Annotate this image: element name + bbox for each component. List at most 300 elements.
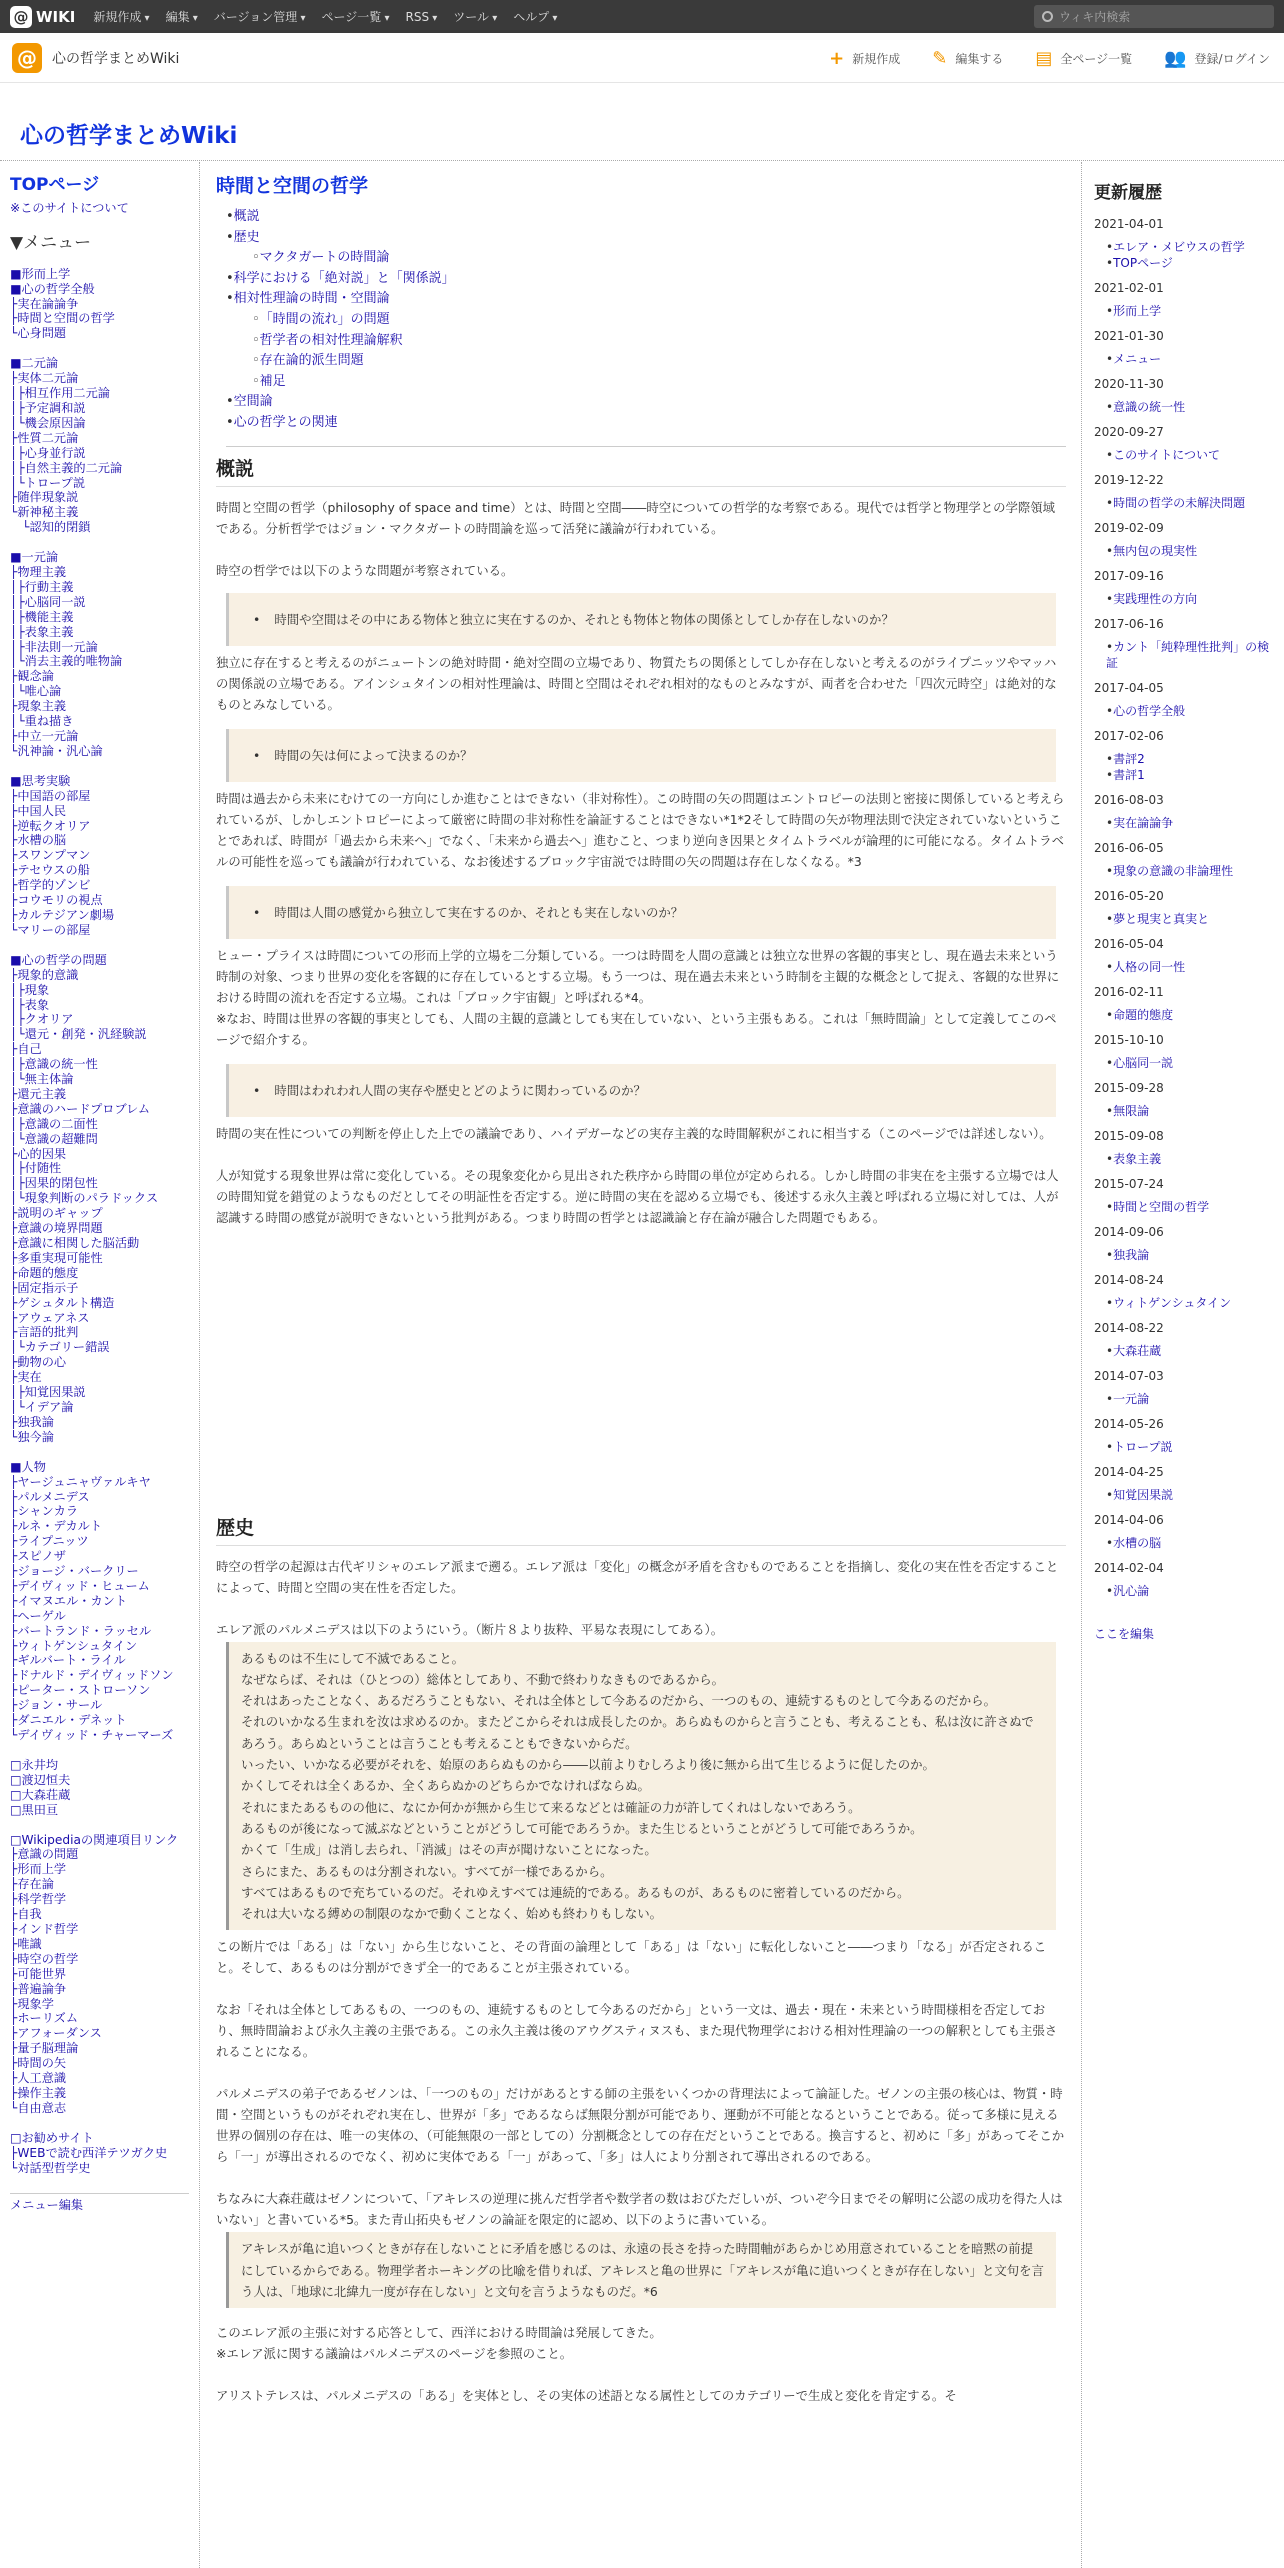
history-items xyxy=(1094,1055,1274,1071)
menu-item[interactable]: ├自我 xyxy=(10,1907,42,1922)
history-link[interactable]: • 書評1 xyxy=(1106,767,1274,783)
history-items xyxy=(1094,399,1274,415)
history-link[interactable]: • カント「純粋理性批判」の検証 xyxy=(1106,639,1274,671)
quote-line: かくしてそれは全くあるか、全くあらぬかのどちらかでなければならぬ。 xyxy=(241,1778,650,1794)
menu-item[interactable]: ├スピノザ xyxy=(10,1549,66,1564)
paragraph: このエレア派の主張に対する応答として、西洋における時間論は発展してきた。 ※エレア派に関する議論はパルメニデスのページを参照のこと。 xyxy=(216,2325,662,2362)
wiki-title-link[interactable]: 心の哲学まとめWiki xyxy=(20,123,238,149)
history-items xyxy=(1094,1439,1274,1455)
history-link[interactable]: • 無内包の現実性 xyxy=(1106,543,1274,559)
toc-item[interactable]: マクタガートの時間論 xyxy=(259,250,390,266)
quote-line: あるものは不生にして不滅であること。 xyxy=(241,1650,465,1666)
quote-line: それのいかなる生まれを汝は求めるのか。またどこからそれは成長したのか。あらぬものからと言うことも、考えることも、私は汝に許さぬであろう。あらぬということは言うことも考えることもできないからだ。 xyxy=(241,1714,1034,1751)
menu-item[interactable]: ├イマヌエル・カント xyxy=(10,1593,128,1608)
history-link[interactable]: • 命題的態度 xyxy=(1106,1007,1274,1023)
history-date: 2014-05-26 xyxy=(1094,1417,1164,1431)
site-logo-icon[interactable]: @ xyxy=(12,43,42,73)
history-items xyxy=(1094,1391,1274,1407)
menu-item[interactable]: │└意識の超難問 xyxy=(10,1131,98,1146)
menu-item[interactable]: ├量子脳理論 xyxy=(10,2041,79,2056)
history-link[interactable]: • 書評2 xyxy=(1106,751,1274,767)
history-date: 2015-10-10 xyxy=(1094,1033,1164,1047)
history-items xyxy=(1094,1103,1274,1119)
quote-line: それにまたあるものの他に、なにか何かが無から生じて来るなどとは確証の力が許してくれはしないであろう。 xyxy=(241,1799,861,1815)
history-items xyxy=(1094,815,1274,831)
top-page-link[interactable]: TOPページ xyxy=(10,175,100,195)
history-link[interactable]: • 意識の統一性 xyxy=(1106,399,1274,415)
menu-new[interactable]: 新規作成 ▾ xyxy=(93,8,149,25)
menu-item[interactable]: │└トロープ説 xyxy=(10,475,86,490)
toc-item[interactable]: 科学における「絶対説」と「関係説」 xyxy=(233,270,455,286)
menu-item[interactable]: ├固定指示子 xyxy=(10,1280,79,1295)
menu-item[interactable]: ├意識の境界問題 xyxy=(10,1221,103,1236)
toc-item[interactable]: 概説 xyxy=(233,209,260,224)
menu-item[interactable]: ├WEBで読む西洋テツガク史 xyxy=(10,2145,168,2160)
history-date: 2017-02-06 xyxy=(1094,729,1164,743)
menu-item[interactable]: │├予定調和説 xyxy=(10,400,86,415)
menu-item[interactable]: ├存在論 xyxy=(10,1877,54,1892)
quote-line: それは大いなる縛めの制限のなかで動くことなく、始めも終わりもしない。 xyxy=(241,1906,663,1922)
menu-item[interactable]: ├バートランド・ラッセル xyxy=(10,1623,152,1638)
menu-item[interactable]: │├因果的閉包性 xyxy=(10,1176,98,1191)
history-items xyxy=(1094,591,1274,607)
menu-item[interactable]: ├観念論 xyxy=(10,669,54,684)
menu-item[interactable]: │├心脳同一説 xyxy=(10,594,86,609)
history-items xyxy=(1094,1007,1274,1023)
paragraph: 独立に存在すると考えるのがニュートンの絶対時間・絶対空間の立場であり、物質たちの関係としてしか存在しないと考えるのがライプニッツやマッハの関係説の立場である。アインシュタインの相対性理論は、時間と空間はそれぞれ相対的なものとみなすが、両者を合わせた「四次元時空」は絶対的なものとみなしている。 xyxy=(216,654,1057,712)
update-history-sidebar xyxy=(1081,162,1284,2568)
menu-item[interactable]: └自由意志 xyxy=(10,2100,67,2115)
menu-item[interactable]: │├付随性 xyxy=(10,1161,62,1176)
menu-item[interactable]: ■心の哲学の問題 xyxy=(10,952,107,967)
menu-item[interactable]: │├自然主義的二元論 xyxy=(10,460,123,475)
menu-item[interactable]: ├ドナルド・デイヴィッドソン xyxy=(10,1668,174,1683)
history-date: 2020-11-30 xyxy=(1094,377,1164,391)
menu-item[interactable]: ├ルネ・デカルト xyxy=(10,1519,103,1534)
toc-item[interactable]: 補足 xyxy=(259,373,286,389)
quote-line: かくて「生成」は消し去られ、「消滅」はその声が聞けないことになった。 xyxy=(241,1842,657,1858)
history-date: 2017-09-16 xyxy=(1094,569,1164,583)
user-add-icon: 👥 xyxy=(1164,47,1187,69)
menu-item[interactable]: ├時間の矢 xyxy=(10,2056,67,2071)
menu-edit[interactable]: 編集 ▾ xyxy=(166,8,198,25)
menu-item[interactable]: ├デイヴィッド・ヒューム xyxy=(10,1578,150,1593)
menu-item[interactable]: │├意識の二面性 xyxy=(10,1116,98,1131)
menu-item[interactable]: □大森荘蔵 xyxy=(10,1787,71,1802)
history-date: 2014-04-25 xyxy=(1094,1465,1164,1479)
history-link[interactable]: • 独我論 xyxy=(1106,1247,1274,1263)
menu-heading: ▼メニュー xyxy=(10,232,92,253)
menu-item[interactable]: ├形而上学 xyxy=(10,1862,67,1877)
menu-item[interactable]: ├アフォーダンス xyxy=(10,2026,102,2041)
history-date: 2021-04-01 xyxy=(1094,217,1164,231)
menu-groups xyxy=(10,267,189,2176)
quote-line: なぜならば、それは（ひとつの）総体としてあり、不動で終わりなきものであるから。 xyxy=(241,1671,724,1687)
history-items xyxy=(1094,543,1274,559)
menu-version[interactable]: バージョン管理 ▾ xyxy=(214,8,306,25)
history-date: 2021-01-30 xyxy=(1094,329,1164,343)
menu-item[interactable]: │└還元・創発・汎経験説 xyxy=(10,1027,147,1042)
toc-item[interactable]: 空間論 xyxy=(233,394,273,410)
history-date: 2014-04-06 xyxy=(1094,1513,1164,1527)
menu-item[interactable]: ├多重実現可能性 xyxy=(10,1250,103,1265)
table-of-contents xyxy=(226,207,1066,447)
menu-item[interactable]: └デイヴィッド・チャーマーズ xyxy=(10,1728,174,1742)
history-items xyxy=(1094,1487,1274,1503)
menu-item[interactable]: ├哲学的ゾンビ xyxy=(10,878,91,893)
history-date: 2015-09-08 xyxy=(1094,1129,1164,1143)
toc-item[interactable]: 相対性理論の時間・空間論 xyxy=(233,291,390,307)
history-link[interactable]: • 無限論 xyxy=(1106,1103,1274,1119)
menu-item[interactable]: ├言語的批判 xyxy=(10,1325,79,1340)
menu-item[interactable]: □黒田亘 xyxy=(10,1802,59,1817)
login-button[interactable]: 👥 登録/ログイン xyxy=(1164,47,1270,69)
menu-group xyxy=(10,356,189,535)
menu-group xyxy=(10,267,189,342)
history-date: 2017-04-05 xyxy=(1094,681,1164,695)
menu-group xyxy=(10,1758,189,1818)
menu-item[interactable]: │├表象 xyxy=(10,997,50,1012)
history-link[interactable]: • 夢と現実と真実と xyxy=(1106,911,1274,927)
section-heading-overview: 概説 xyxy=(216,459,1066,487)
history-link[interactable]: • 心の哲学全般 xyxy=(1106,703,1274,719)
paragraph: エレア派のパルメニデスは以下のようにいう。（断片８より抜粋、平易な表現にしてある）。 xyxy=(216,1621,724,1637)
menu-item[interactable]: ├逆転クオリア xyxy=(10,818,91,833)
main-content xyxy=(201,162,1081,2568)
menu-item[interactable]: ├自己 xyxy=(10,1042,42,1057)
menu-item[interactable]: ├随伴現象説 xyxy=(10,490,79,505)
menu-item[interactable]: ├意識の問題 xyxy=(10,1847,79,1862)
history-date: 2015-09-28 xyxy=(1094,1081,1164,1095)
paragraph: 時空の哲学の起源は古代ギリシャのエレア派まで遡る。エレア派は「変化」の概念が矛盾を含むものであることを指摘し、変化の実在性を否定することによって、時間と空間の実在性を否定した。 xyxy=(216,1558,1059,1595)
edit-page-button[interactable]: ✎ 編集する xyxy=(932,47,1004,69)
history-date: 2016-08-03 xyxy=(1094,793,1164,807)
page-title: 時間と空間の哲学 xyxy=(216,175,369,197)
history-link[interactable]: • TOPページ xyxy=(1106,255,1274,271)
menu-item[interactable]: ├普遍論争 xyxy=(10,1981,67,1996)
menu-item[interactable]: □お勧めサイト xyxy=(10,2130,94,2145)
aoyama-quote: アキレスが亀に追いつくときが存在しないことに矛盾を感じるのは、永遠の長さを持った時間軸があらかじめ用意されていることを暗黙の前提にしているからである。物理学者ホーキングの比喩を借りれば、アキレスと亀の世界に「アキレスが亀に追いつくときが存在しない」と文句を言う人は、「地球に北緯九一度が存在しない」と文句を言うようなものだ。*6 xyxy=(226,2232,1056,2308)
history-items xyxy=(1094,911,1274,927)
history-date: 2015-07-24 xyxy=(1094,1177,1164,1191)
toc-item[interactable]: 心の哲学との関連 xyxy=(233,414,338,430)
menu-group xyxy=(10,1833,189,2116)
history-link[interactable]: • 実在論論争 xyxy=(1106,815,1274,831)
history-link[interactable]: • 人格の同一性 xyxy=(1106,959,1274,975)
menu-item[interactable]: □渡辺恒夫 xyxy=(10,1772,71,1787)
menu-item[interactable]: ├実体二元論 xyxy=(10,371,79,386)
paragraph: 時間は過去から未来にむけての一方向にしか進むことはできない（非対称性）。この時間の矢の問題はエントロピーの法則と密接に関係していると考えられているが、しかしエントロピーによって厳密に時間の非対称性を論証することはできない*1*2そして時間の矢が物理法則で決定されていないということであれば、時間が「過去から未来へ」でなく、「未来から過去へ」進むこと、つまり逆向き因果とタイムトラベルが論理的に可能になる。タイムトラベルの可能性を巡っても議論が行われている、なお後述するブロック宇宙説では時間の矢の問題は存在しなくなる。*3 xyxy=(216,790,1065,869)
history-date: 2016-05-20 xyxy=(1094,889,1164,903)
history-date: 2020-09-27 xyxy=(1094,425,1164,439)
menu-item[interactable]: ├ダニエル・デネット xyxy=(10,1713,127,1728)
menu-item[interactable]: ├科学哲学 xyxy=(10,1892,67,1907)
question-box: • 時間の矢は何によって決まるのか？ xyxy=(226,729,1056,782)
all-pages-button[interactable]: ▤ 全ページ一覧 xyxy=(1035,47,1133,69)
history-date: 2014-08-22 xyxy=(1094,1321,1164,1335)
history-link[interactable]: • 大森荘蔵 xyxy=(1106,1343,1274,1359)
history-link[interactable]: • 汎心論 xyxy=(1106,1583,1274,1599)
global-toolbar xyxy=(0,0,1284,33)
history-items xyxy=(1094,751,1274,783)
logo-text: WIKI xyxy=(36,7,76,26)
menu-rss[interactable]: RSS ▾ xyxy=(405,10,437,24)
history-items xyxy=(1094,863,1274,879)
atwiki-logo[interactable] xyxy=(10,6,75,28)
history-items xyxy=(1094,351,1274,367)
site-bar xyxy=(0,33,1284,83)
history-items xyxy=(1094,1151,1274,1167)
menu-item[interactable]: ├ホーリズム xyxy=(10,2011,79,2026)
menu-item[interactable]: │├行動主義 xyxy=(10,579,74,594)
history-link[interactable]: • メニュー xyxy=(1106,351,1274,367)
search-input[interactable] xyxy=(1059,10,1259,24)
history-link[interactable]: • 実践理性の方向 xyxy=(1106,591,1274,607)
history-items xyxy=(1094,703,1274,719)
history-link[interactable]: • 心脳同一説 xyxy=(1106,1055,1274,1071)
history-date: 2014-07-03 xyxy=(1094,1369,1164,1383)
menu-item[interactable]: ├実在論論争 xyxy=(10,296,79,311)
menu-item[interactable]: ├中国人民 xyxy=(10,803,67,818)
new-page-button[interactable]: + 新規作成 xyxy=(829,47,901,69)
history-link[interactable]: • 形而上学 xyxy=(1106,303,1274,319)
menu-item[interactable]: ├ライプニッツ xyxy=(10,1534,89,1549)
menu-item[interactable]: ├意識に相関した脳活動 xyxy=(10,1236,140,1250)
menu-item[interactable]: ■一元論 xyxy=(10,550,59,565)
menu-item[interactable]: └新神秘主義 xyxy=(10,505,79,520)
history-date: 2014-09-06 xyxy=(1094,1225,1164,1239)
menu-item[interactable]: ├インド哲学 xyxy=(10,1921,79,1936)
paragraph: 時間と空間の哲学（philosophy of space and time）とは、時間と空間――時空についての哲学的な考察である。現代では哲学と物理学との学際領域である。分析哲学ではジョン・マクタガートの時間論を巡って活発に議論が行われている。 xyxy=(216,499,1056,536)
menu-item[interactable]: │├知覚因果説 xyxy=(10,1385,86,1400)
menu-item[interactable]: ├中国語の部屋 xyxy=(10,788,91,803)
menu-item[interactable]: │├心身並行説 xyxy=(10,445,86,460)
history-items xyxy=(1094,303,1274,319)
edit-here-link[interactable]: ここを編集 xyxy=(1094,1627,1155,1641)
menu-item[interactable]: │├クオリア xyxy=(10,1012,74,1027)
history-items xyxy=(1094,447,1274,463)
history-date: 2016-05-04 xyxy=(1094,937,1164,951)
menu-help[interactable]: ヘルプ ▾ xyxy=(513,8,557,25)
quote-line: さらにまた、あるものは分割されない。すべてが一様であるから。 xyxy=(241,1863,613,1879)
paragraph: ヒュー・プライスは時間についての形而上学的立場を二分類している。一つは時間を人間の意識とは独立な世界の客観的事実とし、現在過去未来という時制の対象、つまり世界の変化を客観的に存在しているとする立場。もう一つは、現在過去未来という時制を主観的な概念として捉え、客観的な世界における時間の流れを否定する立場。これは「ブロック宇宙観」と呼ばれる*4。 ※なお、時間は世界の客観的事実としても、人間の主観的意識としても実在していない、という主張もある。これは「無時間論」として定義してこのページで紹介する。 xyxy=(216,947,1060,1047)
paragraph: 時間の実在性についての判断を停止した上での議論であり、ハイデガーなどの実存主義的な時間解釈がこれに相当する（このページでは詳述しない）。 xyxy=(216,1125,1052,1141)
parmenides-quote xyxy=(226,1642,1056,1931)
history-link[interactable]: • トロープ説 xyxy=(1106,1439,1274,1455)
menu-item[interactable]: │└機会原因論 xyxy=(10,415,86,430)
menu-item[interactable]: ■人物 xyxy=(10,1459,46,1474)
history-link[interactable]: • ウィトゲンシュタイン xyxy=(1106,1295,1274,1311)
menu-item[interactable]: ■二元論 xyxy=(10,356,59,371)
menu-item[interactable]: │└カテゴリー錯誤 xyxy=(10,1340,110,1355)
menu-item[interactable]: │└無主体論 xyxy=(10,1072,74,1087)
history-items xyxy=(1094,1583,1274,1599)
history-link[interactable]: • このサイトについて xyxy=(1106,447,1274,463)
menu-item[interactable]: │├意識の統一性 xyxy=(10,1057,98,1072)
menu-item[interactable]: ├スワンプマン xyxy=(10,848,91,863)
menu-item[interactable]: ■思考実験 xyxy=(10,773,71,788)
history-items xyxy=(1094,1295,1274,1311)
history-link[interactable]: • 水槽の脳 xyxy=(1106,1535,1274,1551)
toc-item[interactable]: 「時間の流れ」の問題 xyxy=(259,311,390,327)
update-history-list xyxy=(1094,217,1274,1599)
history-items xyxy=(1094,239,1274,271)
question-box: • 時間は人間の感覚から独立して実在するのか、それとも実在しないのか？ xyxy=(226,886,1056,939)
history-link[interactable]: • 時間の哲学の未解決問題 xyxy=(1106,495,1274,511)
menu-item[interactable]: │└現象判断のパラドックス xyxy=(10,1191,159,1206)
menu-item[interactable]: ├ヘーゲル xyxy=(10,1608,66,1623)
menu-item[interactable]: └独今論 xyxy=(10,1429,54,1444)
menu-group xyxy=(10,1460,189,1743)
menu-page-list[interactable]: ページ一覧 ▾ xyxy=(322,8,390,25)
menu-tools[interactable]: ツール ▾ xyxy=(453,8,497,25)
about-link[interactable]: ※このサイトについて xyxy=(10,200,129,215)
quote-line: すべてはあるもので充ちているのだ。それゆえすべては連続的である。あるものが、あるものに密着しているのだから。 xyxy=(241,1884,910,1900)
toc-item[interactable]: 歴史 xyxy=(233,229,260,245)
menu-item[interactable]: ├心的因果 xyxy=(10,1146,67,1161)
menu-item[interactable]: ├還元主義 xyxy=(10,1086,67,1101)
menu-item[interactable]: ■形而上学 xyxy=(10,266,71,281)
history-link[interactable]: • 時間と空間の哲学 xyxy=(1106,1199,1274,1215)
history-date: 2016-06-05 xyxy=(1094,841,1164,855)
menu-item[interactable]: │├機能主義 xyxy=(10,609,74,624)
menu-item[interactable]: ├アウェアネス xyxy=(10,1310,90,1325)
paragraph: アリストテレスは、パルメニデスの「ある」を実体とし、その実体の述語となる属性としてのカテゴリーで生成と変化を肯定する。そ xyxy=(216,2388,957,2404)
menu-item[interactable]: ├現象主義 xyxy=(10,699,67,714)
menu-item[interactable]: │└唯心論 xyxy=(10,684,62,699)
menu-item[interactable]: ├テセウスの船 xyxy=(10,863,90,878)
menu-group xyxy=(10,774,189,938)
history-date: 2019-12-22 xyxy=(1094,473,1164,487)
history-link[interactable]: • エレア・メビウスの哲学 xyxy=(1106,239,1274,255)
history-items xyxy=(1094,959,1274,975)
history-items xyxy=(1094,639,1274,671)
left-menu xyxy=(0,162,200,2568)
quote-line: いったい、いかなる必要がそれを、始原のあらぬものから――以前よりむしろより後に無から出て生じるように促したのか。 xyxy=(241,1757,935,1773)
history-date: 2014-02-04 xyxy=(1094,1561,1164,1575)
menu-group xyxy=(10,550,189,759)
history-link[interactable]: • 一元論 xyxy=(1106,1391,1274,1407)
menu-item[interactable]: ├シャンカラ xyxy=(10,1504,79,1519)
toc-item[interactable]: 存在論的派生問題 xyxy=(259,353,364,369)
history-items xyxy=(1094,1343,1274,1359)
menu-item[interactable]: │└消去主義的唯物論 xyxy=(10,654,123,669)
at-logo-icon: @ xyxy=(10,6,32,28)
menu-edit-link[interactable]: メニュー編集 xyxy=(10,2193,189,2213)
quote-line: あるものが後になって滅ぶなどということがどうして可能であろうか。また生じるということがどうして可能であろうか。 xyxy=(241,1820,923,1836)
toc-item[interactable]: 哲学者の相対性理論解釈 xyxy=(259,332,403,348)
menu-item[interactable]: ├カルテジアン劇場 xyxy=(10,907,115,922)
history-date: 2021-02-01 xyxy=(1094,281,1164,295)
menu-item[interactable]: └心身問題 xyxy=(10,326,67,341)
menu-item[interactable]: ├唯識 xyxy=(10,1936,42,1951)
menu-item[interactable]: └汎神論・汎心論 xyxy=(10,743,103,758)
menu-item[interactable]: └マリーの部屋 xyxy=(10,922,91,937)
menu-group xyxy=(10,2131,189,2176)
question-box: • 時間や空間はその中にある物体と独立に実在するのか、それとも物体と物体の関係としてしか存在しないのか？ xyxy=(226,593,1056,646)
menu-item[interactable]: └対話型哲学史 xyxy=(10,2160,91,2175)
menu-item[interactable]: ├操作主義 xyxy=(10,2085,67,2100)
menu-item[interactable]: │└イデア論 xyxy=(10,1399,74,1414)
menu-item[interactable]: ├独我論 xyxy=(10,1414,54,1429)
menu-item[interactable]: ├ギルバート・ライル xyxy=(10,1653,126,1668)
history-date: 2016-02-11 xyxy=(1094,985,1164,999)
paragraph: なお「それは全体としてあるもの、一つのもの、連続するものとして今あるのだから」という一文は、過去・現在・未来という時間様相を否定しており、無時間論および永久主義の主張である。この永久主義は後のアウグスティヌスも、また現代物理学における相対性理論の一つの解釈としても主張されることになる。 xyxy=(216,2002,1058,2060)
update-history-heading: 更新履歴 xyxy=(1094,183,1162,203)
menu-item[interactable]: │└重ね描き xyxy=(10,714,74,729)
paragraph: パルメニデスの弟子であるゼノンは、「一つのもの」だけがあるとする師の主張をいくつかの背理法によって論証した。ゼノンの主張の核心は、物質・時間・空間というものがそれぞれ実在し、世界が「多」であるならば無限分割が可能であり、運動が不可能となるということである。従って多様に見える世界の個別の存在は、唯一の実体の、（可能無限の一部としての）分割概念としての存在だということである。換言すると、初めに「多」があってそこから「一」が導出されるのでなく、初めに実体である「一」があって、「多」は人により分割されて導出されるのである。 xyxy=(216,2086,1065,2165)
history-items xyxy=(1094,1535,1274,1551)
history-link[interactable]: • 表象主義 xyxy=(1106,1151,1274,1167)
menu-item[interactable]: ├ジョン・サール xyxy=(10,1698,103,1713)
menu-item[interactable]: ├ウィトゲンシュタイン xyxy=(10,1638,138,1653)
menu-item[interactable]: □永井均 xyxy=(10,1757,59,1772)
plus-icon: + xyxy=(829,47,845,69)
menu-item[interactable]: ├物理主義 xyxy=(10,565,67,580)
menu-item[interactable]: ├コウモリの視点 xyxy=(10,893,103,908)
menu-item[interactable]: □Wikipediaの関連項目リンク xyxy=(10,1832,179,1847)
menu-item[interactable]: ├現象学 xyxy=(10,1996,54,2011)
history-date: 2014-08-24 xyxy=(1094,1273,1164,1287)
menu-item[interactable]: ├ジョージ・バークリー xyxy=(10,1564,139,1579)
section-heading-history: 歴史 xyxy=(216,1518,1066,1546)
question-box: • 時間はわれわれ人間の実存や歴史とどのように関わっているのか？ xyxy=(226,1064,1056,1117)
paragraph: 時空の哲学では以下のような問題が考察されている。 xyxy=(216,562,514,578)
menu-item[interactable]: ├動物の心 xyxy=(10,1355,67,1370)
menu-item[interactable]: ├可能世界 xyxy=(10,1966,67,1981)
page-list-icon: ▤ xyxy=(1035,47,1053,69)
menu-item[interactable]: ├命題的態度 xyxy=(10,1265,79,1280)
pencil-icon: ✎ xyxy=(932,47,948,69)
menu-item[interactable]: │├表象主義 xyxy=(10,624,74,639)
paragraph: 人が知覚する現象世界は常に変化している。その現象変化から見出された秩序から時間の単位が定められる。しかし時間の非実在を主張する立場では人の時間知覚を錯覚のようなものだとしてその明証性を否定する。逆に時間の実在を認める立場でも、後述する永久主義と呼ばれる立場に対しては、人が認識する時間の感覚が説明できないという批判がある。つまり時間の哲学とは認識論と存在論が融合した問題でもある。 xyxy=(216,1167,1059,1225)
menu-item[interactable]: ├水槽の脳 xyxy=(10,833,67,848)
history-items xyxy=(1094,495,1274,511)
menu-item[interactable]: │├相互作用二元論 xyxy=(10,386,110,401)
menu-item[interactable]: ├パルメニデス xyxy=(10,1489,90,1504)
menu-item[interactable]: ├ヤージュニャヴァルキヤ xyxy=(10,1474,151,1489)
menu-item[interactable]: ■心の哲学全般 xyxy=(10,281,95,296)
history-date: 2019-02-09 xyxy=(1094,521,1164,535)
menu-item[interactable]: ├中立一元論 xyxy=(10,729,79,743)
menu-item[interactable]: ├ピーター・ストローソン xyxy=(10,1683,151,1698)
menu-item[interactable]: │├現象 xyxy=(10,982,50,997)
history-date: 2017-06-16 xyxy=(1094,617,1164,631)
search-icon xyxy=(1042,11,1053,22)
menu-item[interactable]: ├性質二元論 xyxy=(10,430,79,445)
menu-item[interactable]: └認知的閉鎖 xyxy=(10,520,91,535)
site-name[interactable]: 心の哲学まとめWiki xyxy=(52,50,180,67)
paragraph: ちなみに大森荘蔵はゼノンについて、「アキレスの逆理に挑んだ哲学者や数学者の数はおびただしいが、ついぞ今日までその解明に公認の成功を得た人はいない」と書いている*5。また青山拓央もゼノンの論証を限定的に認め、以下のように書いている。 xyxy=(216,2191,1063,2228)
menu-item[interactable]: ├現象的意識 xyxy=(10,967,79,982)
wiki-header xyxy=(0,84,1284,161)
menu-item[interactable]: │├非法則一元論 xyxy=(10,639,98,654)
history-items xyxy=(1094,1199,1274,1215)
menu-item[interactable]: ├時空の哲学 xyxy=(10,1951,79,1966)
menu-group xyxy=(10,953,189,1445)
wiki-search[interactable] xyxy=(1034,5,1274,28)
menu-item[interactable]: ├実在 xyxy=(10,1370,42,1385)
history-link[interactable]: • 知覚因果説 xyxy=(1106,1487,1274,1503)
history-link[interactable]: • 現象の意識の非論理性 xyxy=(1106,863,1274,879)
menu-item[interactable]: ├時間と空間の哲学 xyxy=(10,311,115,326)
menu-item[interactable]: ├人工意識 xyxy=(10,2071,67,2086)
menu-item[interactable]: ├意識のハードプロブレム xyxy=(10,1101,151,1116)
menu-item[interactable]: ├ゲシュタルト構造 xyxy=(10,1295,115,1310)
quote-line: それはあったことなく、あるだろうこともない、それは全体として今あるのだから、一つのもの、連続するものとして今あるのだから。 xyxy=(241,1693,996,1709)
paragraph: この断片では「ある」は「ない」から生じないこと、その背面の論理として「ある」は「ない」に転化しないこと――つまり「なる」が否定されること。そして、あるものは分割ができず全一的であることが主張されている。 xyxy=(216,1939,1047,1976)
menu-item[interactable]: ├説明のギャップ xyxy=(10,1206,103,1221)
